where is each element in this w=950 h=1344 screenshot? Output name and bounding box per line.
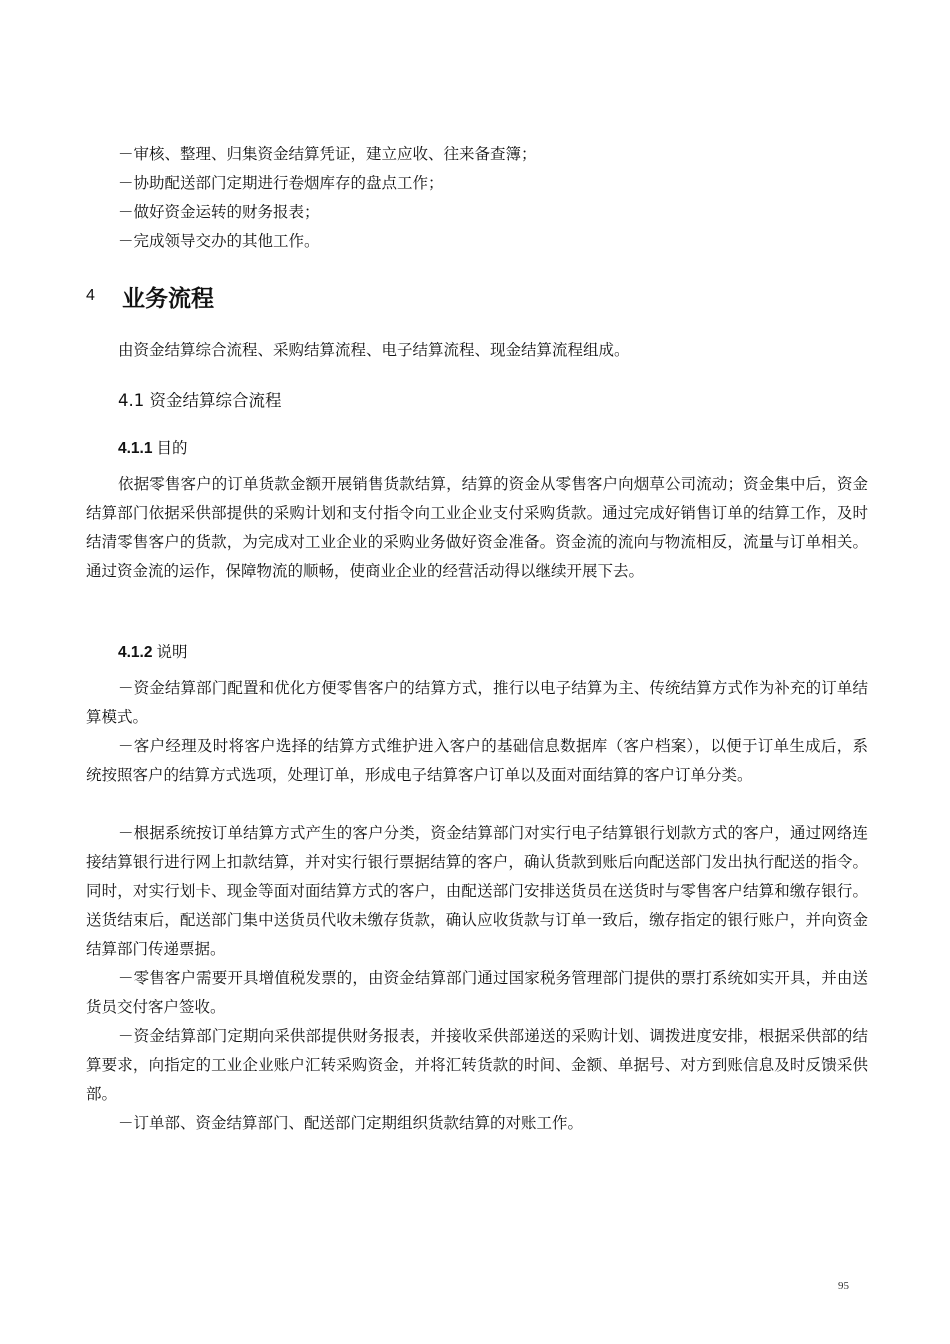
explanation-paragraph-6: －订单部、资金结算部门、配送部门定期组织货款结算的对账工作。: [118, 1114, 584, 1132]
explanation-paragraph-4: －零售客户需要开具增值税发票的，由资金结算部门通过国家税务管理部门提供的票打系统如实开具，并由送货员交付客户签收。: [86, 969, 868, 1016]
duty-item-2: －协助配送部门定期进行卷烟库存的盘点工作；: [118, 174, 444, 192]
section-4-1-1-number: 4.1.1: [118, 440, 153, 457]
explanation-paragraph-3: －根据系统按订单结算方式产生的客户分类，资金结算部门对实行电子结算银行划款方式的客户，通过网络连接结算银行进行网上扣款结算，并对实行银行票据结算的客户，确认货款到账后向配送部门发出执行配送的指令。同时，对实行划卡、现金等面对面结算方式的客户，由配送部门安排送货员在送货时与零售客户结算和缴存银行。送货结束后，配送部门集中送货员代收未缴存货款，确认应收货款与订单一致后，缴存指定的银行账户，并向资金结算部门传递票据。: [86, 824, 868, 958]
section-4-intro: 由资金结算综合流程、采购结算流程、电子结算流程、现金结算流程组成。: [118, 341, 630, 359]
section-4-heading: [86, 280, 214, 312]
explanation-paragraph-2: －客户经理及时将客户选择的结算方式维护进入客户的基础信息数据库（客户档案），以便于订单生成后，系统按照客户的结算方式选项，处理订单，形成电子结算客户订单以及面对面结算的客户订单分类。: [86, 737, 868, 784]
duty-item-3: －做好资金运转的财务报表；: [118, 203, 320, 221]
explanation-paragraph-5: －资金结算部门定期向采供部提供财务报表，并接收采供部递送的采购计划、调拨进度安排，根据采供部的结算要求，向指定的工业企业账户汇转采购资金，并将汇转货款的时间、金额、单据号、对方到账信息及时反馈采供部。: [86, 1027, 868, 1103]
page-number: 95: [838, 1280, 849, 1292]
duty-item-4: －完成领导交办的其他工作。: [118, 232, 320, 250]
section-4-1-heading: 4.1 资金结算综合流程: [118, 391, 282, 410]
section-4-1-2-heading: [118, 640, 188, 662]
purpose-paragraph: 依据零售客户的订单货款金额开展销售货款结算，结算的资金从零售客户向烟草公司流动；资金集中后，资金结算部门依据采供部提供的采购计划和支付指令向工业企业支付采购货款。通过完成好销售订单的结算工作，及时结清零售客户的货款，为完成对工业企业的采购业务做好资金准备。资金流的流向与物流相反，流量与订单相关。通过资金流的运作，保障物流的顺畅，使商业企业的经营活动得以继续开展下去。: [86, 475, 868, 580]
section-4-title: 业务流程: [122, 285, 214, 312]
section-4-1-1-heading: [118, 436, 188, 458]
duty-item-1: －审核、整理、归集资金结算凭证，建立应收、往来备查簿；: [118, 145, 537, 163]
explanation-paragraph-1: －资金结算部门配置和优化方便零售客户的结算方式，推行以电子结算为主、传统结算方式作为补充的订单结算模式。: [86, 679, 868, 726]
section-4-1-2-title: 说明: [156, 643, 188, 661]
section-4-1-2-number: 4.1.2: [118, 644, 153, 661]
section-4-number: 4: [86, 287, 95, 304]
section-4-1-1-title: 目的: [156, 439, 188, 457]
